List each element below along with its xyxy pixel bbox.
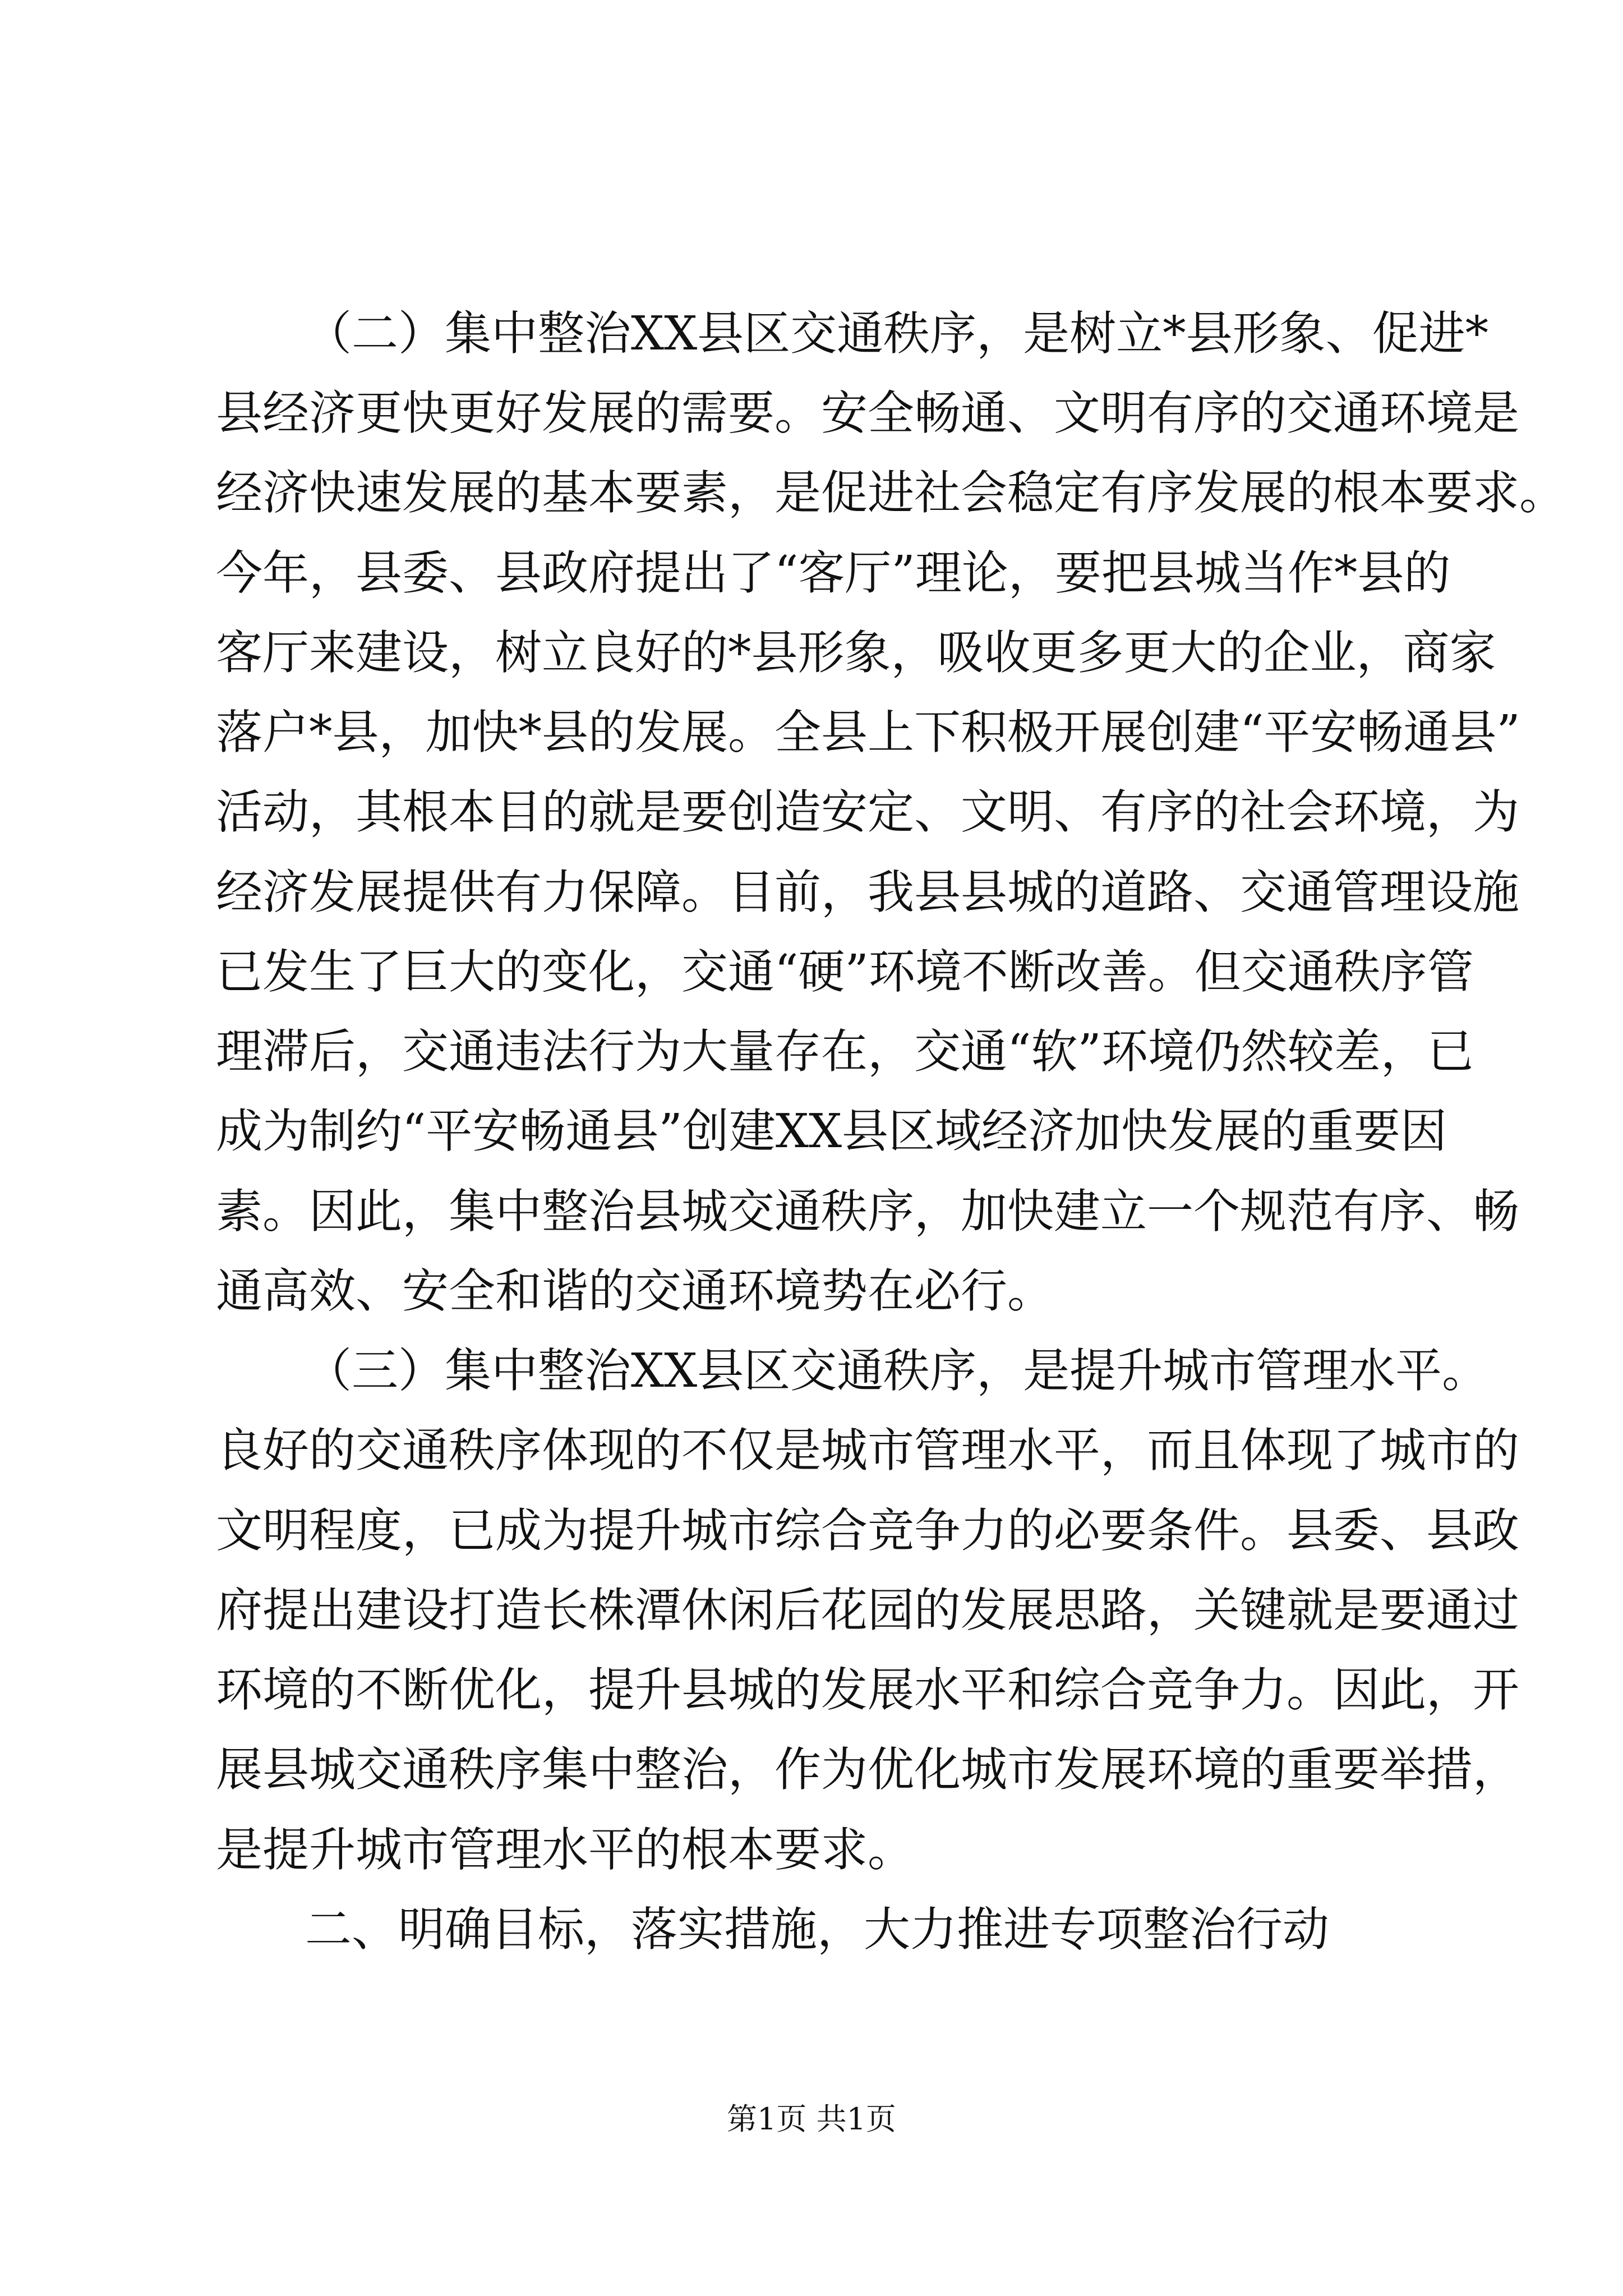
paragraph-2-line-5: 客厅来建设，树立良好的*县形象，吸收更多更大的企业，商家 <box>216 625 1496 680</box>
paragraph-3-line-4: 府提出建设打造长株潭休闲后花园的发展思路，关键就是要通过 <box>216 1583 1519 1637</box>
paragraph-2-line-12: 素。因此，集中整治县城交通秩序，加快建立一个规范有序、畅 <box>216 1184 1519 1239</box>
paragraph-3-line-5: 环境的不断优化，提升县城的发展水平和综合竞争力。因此，开 <box>216 1663 1519 1717</box>
paragraph-2-line-2: 县经济更快更好发展的需要。安全畅通、文明有序的交通环境是 <box>216 386 1519 440</box>
paragraph-2-line-7: 活动，其根本目的就是要创造安定、文明、有序的社会环境，为 <box>216 785 1519 839</box>
paragraph-2-line-9: 已发生了巨大的变化，交通“硬”环境不断改善。但交通秩序管 <box>216 945 1474 999</box>
paragraph-2-line-6: 落户*县，加快*县的发展。全县上下积极开展创建“平安畅通县” <box>216 705 1520 760</box>
paragraph-2-line-1: （二）集中整治XX县区交通秩序，是树立*县形象、促进* <box>305 306 1489 361</box>
paragraph-3-line-6: 展县城交通秩序集中整治，作为优化城市发展环境的重要举措， <box>216 1742 1519 1797</box>
paragraph-3-line-2: 良好的交通秩序体现的不仅是城市管理水平，而且体现了城市的 <box>216 1423 1519 1478</box>
paragraph-2-line-10: 理滞后，交通违法行为大量存在，交通“软”环境仍然较差，已 <box>216 1024 1474 1079</box>
paragraph-3-line-1: （三）集中整治XX县区交通秩序，是提升城市管理水平。 <box>305 1343 1489 1398</box>
paragraph-2-line-8: 经济发展提供有力保障。目前，我县县城的道路、交通管理设施 <box>216 865 1519 919</box>
paragraph-3-line-3: 文明程度，已成为提升城市综合竞争力的必要条件。县委、县政 <box>216 1503 1519 1558</box>
section-heading: 二、明确目标，落实措施，大力推进专项整治行动 <box>305 1902 1329 1957</box>
page-footer: 第1页 共1页 <box>727 2101 896 2137</box>
paragraph-3-line-7: 是提升城市管理水平的根本要求。 <box>216 1823 914 1877</box>
paragraph-2-line-3: 经济快速发展的基本要素，是促进社会稳定有序发展的根本要求。 <box>216 466 1566 520</box>
paragraph-2-line-11: 成为制约“平安畅通县”创建XX县区域经济加快发展的重要因 <box>216 1104 1447 1158</box>
paragraph-2-line-4: 今年，县委、县政府提出了“客厅”理论，要把县城当作*县的 <box>216 546 1451 600</box>
paragraph-2-line-13: 通高效、安全和谐的交通环境势在必行。 <box>216 1264 1054 1318</box>
